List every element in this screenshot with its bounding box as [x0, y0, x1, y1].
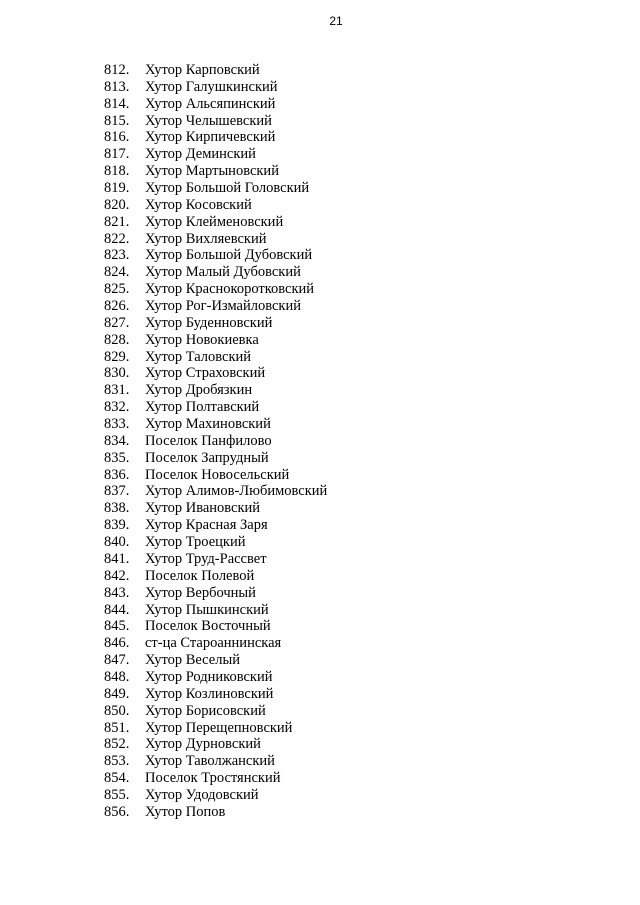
settlement-name: Хутор Таловский	[145, 348, 252, 365]
item-number: 822.	[104, 230, 130, 247]
item-number: 848.	[104, 668, 130, 685]
settlement-list	[104, 62, 327, 821]
settlement-name: Хутор Деминский	[145, 146, 256, 163]
settlement-name: Хутор Малый Дубовский	[145, 264, 301, 281]
item-number: 813.	[104, 78, 130, 95]
item-number: 827.	[104, 314, 130, 331]
item-number: 853.	[104, 753, 130, 770]
settlement-name: Хутор Челышевский	[145, 112, 272, 129]
settlement-name: Хутор Мартыновский	[145, 163, 279, 180]
list-item	[104, 635, 327, 652]
settlement-name: Хутор Дробязкин	[145, 382, 253, 399]
settlement-name: Хутор Таволжанский	[145, 753, 275, 770]
item-number: 852.	[104, 736, 130, 753]
item-number: 823.	[104, 247, 130, 264]
list-item	[104, 298, 327, 315]
item-number: 842.	[104, 567, 130, 584]
list-item	[104, 247, 327, 264]
list-item	[104, 349, 327, 366]
item-number: 840.	[104, 534, 130, 551]
item-number: 829.	[104, 348, 130, 365]
list-item	[104, 315, 327, 332]
settlement-name: Хутор Троецкий	[145, 534, 246, 551]
item-number: 812.	[104, 62, 130, 78]
settlement-name: Поселок Запрудный	[145, 449, 269, 466]
list-item	[104, 602, 327, 619]
settlement-name: Хутор Карповский	[145, 62, 260, 78]
list-item	[104, 416, 327, 433]
list-item	[104, 146, 327, 163]
list-item	[104, 450, 327, 467]
item-number: 819.	[104, 180, 130, 197]
settlement-name: Хутор Клейменовский	[145, 213, 284, 230]
item-number: 816.	[104, 129, 130, 146]
list-item	[104, 79, 327, 96]
item-number: 834.	[104, 432, 130, 449]
settlement-name: Хутор Галушкинский	[145, 78, 278, 95]
settlement-name: Хутор Рог-Измайловский	[145, 298, 301, 315]
item-number: 837.	[104, 483, 130, 500]
list-item	[104, 433, 327, 450]
list-item	[104, 770, 327, 787]
settlement-name: Хутор Новокиевка	[145, 331, 259, 348]
settlement-name: Хутор Попов	[145, 803, 226, 820]
list-item	[104, 669, 327, 686]
item-number: 845.	[104, 618, 130, 635]
settlement-name: Хутор Полтавский	[145, 399, 260, 416]
settlement-name: Поселок Тростянский	[145, 770, 281, 787]
settlement-name: Хутор Алимов-Любимовский	[145, 483, 328, 500]
item-number: 846.	[104, 635, 130, 652]
settlement-name: Хутор Вербочный	[145, 584, 256, 601]
settlement-name: Хутор Козлиновский	[145, 685, 274, 702]
list-item	[104, 180, 327, 197]
item-number: 855.	[104, 786, 130, 803]
item-number: 831.	[104, 382, 130, 399]
list-item	[104, 736, 327, 753]
item-number: 839.	[104, 517, 130, 534]
settlement-name: Хутор Альсяпинский	[145, 95, 276, 112]
item-number: 818.	[104, 163, 130, 180]
list-item	[104, 399, 327, 416]
item-number: 814.	[104, 95, 130, 112]
list-item	[104, 365, 327, 382]
item-number: 824.	[104, 264, 130, 281]
list-item	[104, 551, 327, 568]
item-number: 821.	[104, 213, 130, 230]
list-item	[104, 467, 327, 484]
list-item	[104, 500, 327, 517]
settlement-name: Хутор Труд-Рассвет	[145, 550, 267, 567]
item-number: 851.	[104, 719, 130, 736]
item-number: 820.	[104, 196, 130, 213]
item-number: 826.	[104, 298, 130, 315]
list-item	[104, 281, 327, 298]
item-number: 841.	[104, 550, 130, 567]
settlement-name: Хутор Большой Дубовский	[145, 247, 313, 264]
list-item	[104, 568, 327, 585]
settlement-name: Хутор Родниковский	[145, 668, 273, 685]
settlement-name: Хутор Борисовский	[145, 702, 266, 719]
item-number: 817.	[104, 146, 130, 163]
settlement-name: Хутор Вихляевский	[145, 230, 267, 247]
item-number: 843.	[104, 584, 130, 601]
list-item	[104, 585, 327, 602]
list-item	[104, 197, 327, 214]
settlement-name: Хутор Веселый	[145, 652, 240, 669]
list-item	[104, 618, 327, 635]
item-number: 828.	[104, 331, 130, 348]
settlement-name: Хутор Кирпичевский	[145, 129, 276, 146]
list-item	[104, 534, 327, 551]
item-number: 836.	[104, 466, 130, 483]
list-item	[104, 804, 327, 821]
settlement-name: Поселок Новосельский	[145, 466, 290, 483]
settlement-name: Хутор Махиновский	[145, 416, 271, 433]
list-item	[104, 231, 327, 248]
settlement-name: Хутор Перещепновский	[145, 719, 293, 736]
item-number: 833.	[104, 416, 130, 433]
settlement-name: Хутор Косовский	[145, 196, 252, 213]
page-number: 21	[329, 14, 343, 28]
list-item	[104, 652, 327, 669]
item-number: 847.	[104, 652, 130, 669]
item-number: 832.	[104, 399, 130, 416]
item-number: 844.	[104, 601, 130, 618]
item-number: 856.	[104, 803, 130, 820]
list-item	[104, 62, 327, 79]
settlement-name: Хутор Краснокоротковский	[145, 281, 315, 298]
settlement-name: Поселок Восточный	[145, 618, 271, 635]
item-number: 835.	[104, 449, 130, 466]
list-item	[104, 113, 327, 130]
settlement-name: Хутор Дурновский	[145, 736, 261, 753]
settlement-name: Поселок Панфилово	[145, 432, 272, 449]
settlement-name: Хутор Красная Заря	[145, 517, 268, 534]
item-number: 830.	[104, 365, 130, 382]
list-item	[104, 264, 327, 281]
list-item	[104, 703, 327, 720]
item-number: 825.	[104, 281, 130, 298]
settlement-name: Хутор Большой Головский	[145, 180, 310, 197]
list-item	[104, 517, 327, 534]
list-item	[104, 382, 327, 399]
item-number: 815.	[104, 112, 130, 129]
list-item	[104, 686, 327, 703]
item-number: 850.	[104, 702, 130, 719]
settlement-name: Поселок Полевой	[145, 567, 255, 584]
list-item	[104, 163, 327, 180]
settlement-name: Хутор Ивановский	[145, 500, 261, 517]
settlement-name: Хутор Удодовский	[145, 786, 259, 803]
list-item	[104, 787, 327, 804]
item-number: 838.	[104, 500, 130, 517]
list-item	[104, 720, 327, 737]
settlement-name: ст-ца Староаннинская	[145, 635, 282, 652]
list-item	[104, 753, 327, 770]
list-item	[104, 332, 327, 349]
settlement-name: Хутор Буденновский	[145, 314, 273, 331]
list-item	[104, 96, 327, 113]
settlement-name: Хутор Страховский	[145, 365, 266, 382]
list-item	[104, 483, 327, 500]
item-number: 849.	[104, 685, 130, 702]
settlement-name: Хутор Пышкинский	[145, 601, 269, 618]
list-item	[104, 214, 327, 231]
item-number: 854.	[104, 770, 130, 787]
list-item	[104, 129, 327, 146]
